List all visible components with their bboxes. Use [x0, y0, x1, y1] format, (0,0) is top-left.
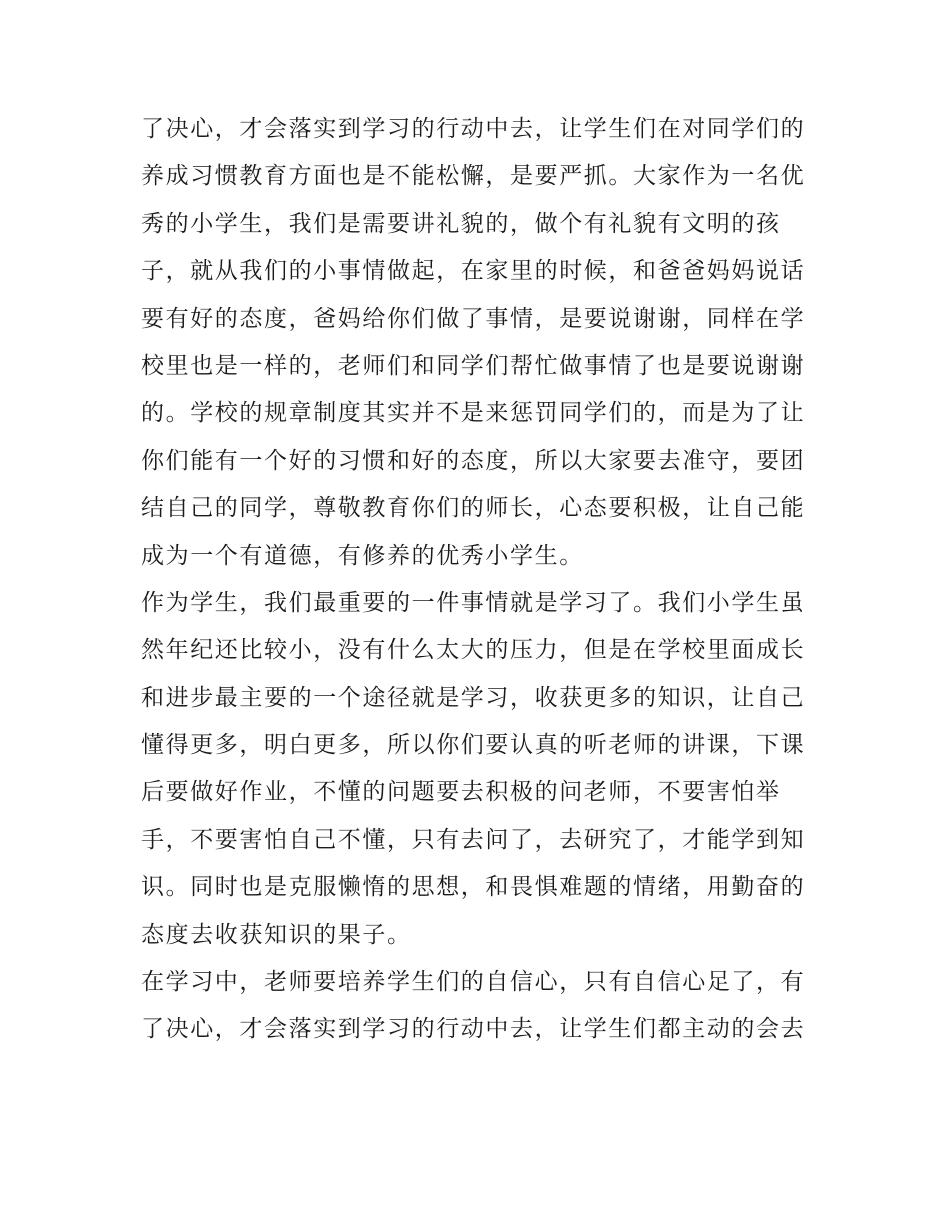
text-line: 的。学校的规章制度其实并不是来惩罚同学们的，而是为了让: [141, 400, 806, 427]
text-line: 成为一个有道德，有修养的优秀小学生。: [141, 542, 584, 569]
text-line: 然年纪还比较小，没有什么太大的压力，但是在学校里面成长: [141, 637, 806, 664]
body-text: [141, 106, 821, 1054]
text-line: 要有好的态度，爸妈给你们做了事情，是要说谢谢，同样在学: [141, 305, 806, 332]
text-line: 养成习惯教育方面也是不能松懈，是要严抓。大家作为一名优: [141, 163, 806, 190]
text-line: 懂得更多，明白更多，所以你们要认真的听老师的讲课，下课: [141, 732, 806, 759]
text-line: 秀的小学生，我们是需要讲礼貌的，做个有礼貌有文明的孩: [141, 210, 781, 237]
text-line: 手，不要害怕自己不懂，只有去问了，去研究了，才能学到知: [141, 826, 806, 853]
text-line: 识。同时也是克服懒惰的思想，和畏惧难题的情绪，用勤奋的: [141, 874, 806, 901]
text-line: 校里也是一样的，老师们和同学们帮忙做事情了也是要说谢谢: [141, 352, 806, 379]
text-line: 子，就从我们的小事情做起，在家里的时候，和爸爸妈妈说话: [141, 258, 806, 285]
text-line: 和进步最主要的一个途径就是学习，收获更多的知识，让自己: [141, 684, 806, 711]
text-line: 在学习中，老师要培养学生们的自信心，只有自信心足了，有: [141, 969, 806, 996]
text-line: 后要做好作业，不懂的问题要去积极的问老师，不要害怕举: [141, 779, 781, 806]
text-line: 你们能有一个好的习惯和好的态度，所以大家要去准守，要团: [141, 447, 806, 474]
text-line: 作为学生，我们最重要的一件事情就是学习了。我们小学生虽: [141, 589, 806, 616]
text-line: 了决心，才会落实到学习的行动中去，让学生们都主动的会去: [141, 1016, 806, 1043]
text-line: 态度去收获知识的果子。: [141, 921, 412, 948]
text-line: 了决心，才会落实到学习的行动中去，让学生们在对同学们的: [141, 116, 806, 142]
text-line: 结自己的同学，尊敬教育你们的师长，心态要积极，让自己能: [141, 495, 806, 522]
